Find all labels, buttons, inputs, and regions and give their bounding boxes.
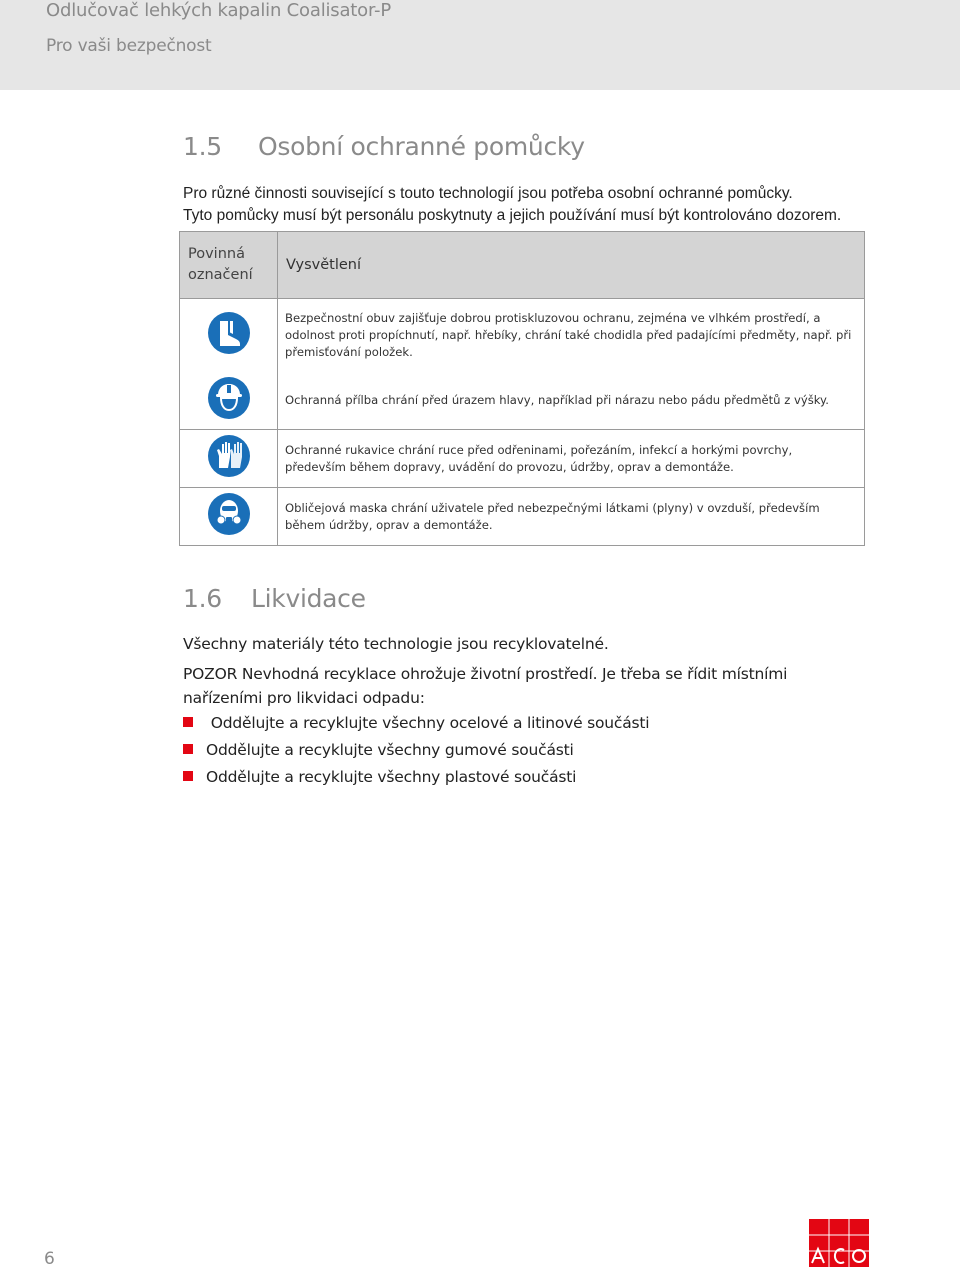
gloves-icon <box>207 434 251 478</box>
intro-paragraph <box>183 183 883 227</box>
bullet-square-icon <box>183 771 193 781</box>
list-item-text: Oddělujte a recyklujte všechny plastové součásti <box>206 768 577 786</box>
list-item <box>183 766 649 793</box>
section-heading-1-5 <box>183 132 585 161</box>
warning-label: POZOR <box>183 665 238 683</box>
recyclable-paragraph: Všechny materiály této technologie jsou recyklovatelné. <box>183 635 609 653</box>
list-item <box>183 712 649 739</box>
intro-line-2: Tyto pomůcky musí být personálu poskytnuty a jejich používání musí být kontrolováno dozorem. <box>183 207 842 224</box>
section-title: Osobní ochranné pomůcky <box>258 132 585 161</box>
header-mandatory-line-1: Povinná <box>188 246 245 262</box>
table-cell-icon <box>180 488 278 546</box>
page-header <box>0 0 960 90</box>
document-title: Odlučovač lehkých kapalin Coalisator-P <box>46 0 391 21</box>
table-header-row <box>180 232 865 299</box>
table-cell-text: Ochranné rukavice chrání ruce před odřeninami, pořezáním, infekcí a horkými povrchy, především během dopravy, uvádění do provozu, údržby, oprav a demontáže. <box>278 430 865 488</box>
header-explanation: Vysvětlení <box>278 232 865 299</box>
section-title: Likvidace <box>251 584 366 613</box>
table-cell-text: Bezpečnostní obuv zajišťuje dobrou protiskluzovou ochranu, zejména ve vlhkém prostředí, a odolnost proti propíchnutí, např. hřebíky, chrání také chodidla před padajícími předměty, např. při přemisťování položek. <box>278 299 865 373</box>
list-item <box>183 739 649 766</box>
table-cell-text: Ochranná přílba chrání před úrazem hlavy, například při nárazu nebo pádu předmětů z výšky. <box>278 373 865 430</box>
face-mask-icon <box>207 492 251 536</box>
page-number: 6 <box>44 1249 55 1269</box>
intro-line-1: Pro různé činnosti související s touto technologií jsou potřeba osobní ochranné pomůcky. <box>183 185 793 202</box>
table-row <box>180 373 865 430</box>
safety-boots-icon <box>207 311 251 355</box>
document-subtitle: Pro vaši bezpečnost <box>46 36 212 56</box>
table-cell-icon <box>180 299 278 373</box>
warning-paragraph <box>183 662 863 710</box>
section-heading-1-6 <box>183 584 366 613</box>
section-number: 1.6 <box>183 584 222 613</box>
header-mandatory-line-2: označení <box>188 267 253 283</box>
hard-hat-icon <box>207 376 251 420</box>
table-cell-icon <box>180 373 278 430</box>
warning-text: Nevhodná recyklace ohrožuje životní prostředí. Je třeba se řídit místními nařízeními pro likvidaci odpadu: <box>183 665 788 707</box>
list-item-text: Oddělujte a recyklujte všechny ocelové a litinové součásti <box>206 714 650 732</box>
table-row <box>180 488 865 546</box>
bullet-square-icon <box>183 744 193 754</box>
table-row <box>180 430 865 488</box>
header-mandatory-signs <box>180 232 278 299</box>
table-row <box>180 299 865 373</box>
ppe-table <box>179 231 865 546</box>
bullet-square-icon <box>183 717 193 727</box>
table-cell-text: Obličejová maska chrání uživatele před nebezpečnými látkami (plyny) v ovzduší, především během údržby, oprav a demontáže. <box>278 488 865 546</box>
disposal-list <box>183 712 649 793</box>
list-item-text: Oddělujte a recyklujte všechny gumové součásti <box>206 741 574 759</box>
section-number: 1.5 <box>183 132 222 161</box>
table-cell-icon <box>180 430 278 488</box>
aco-logo <box>809 1219 869 1267</box>
